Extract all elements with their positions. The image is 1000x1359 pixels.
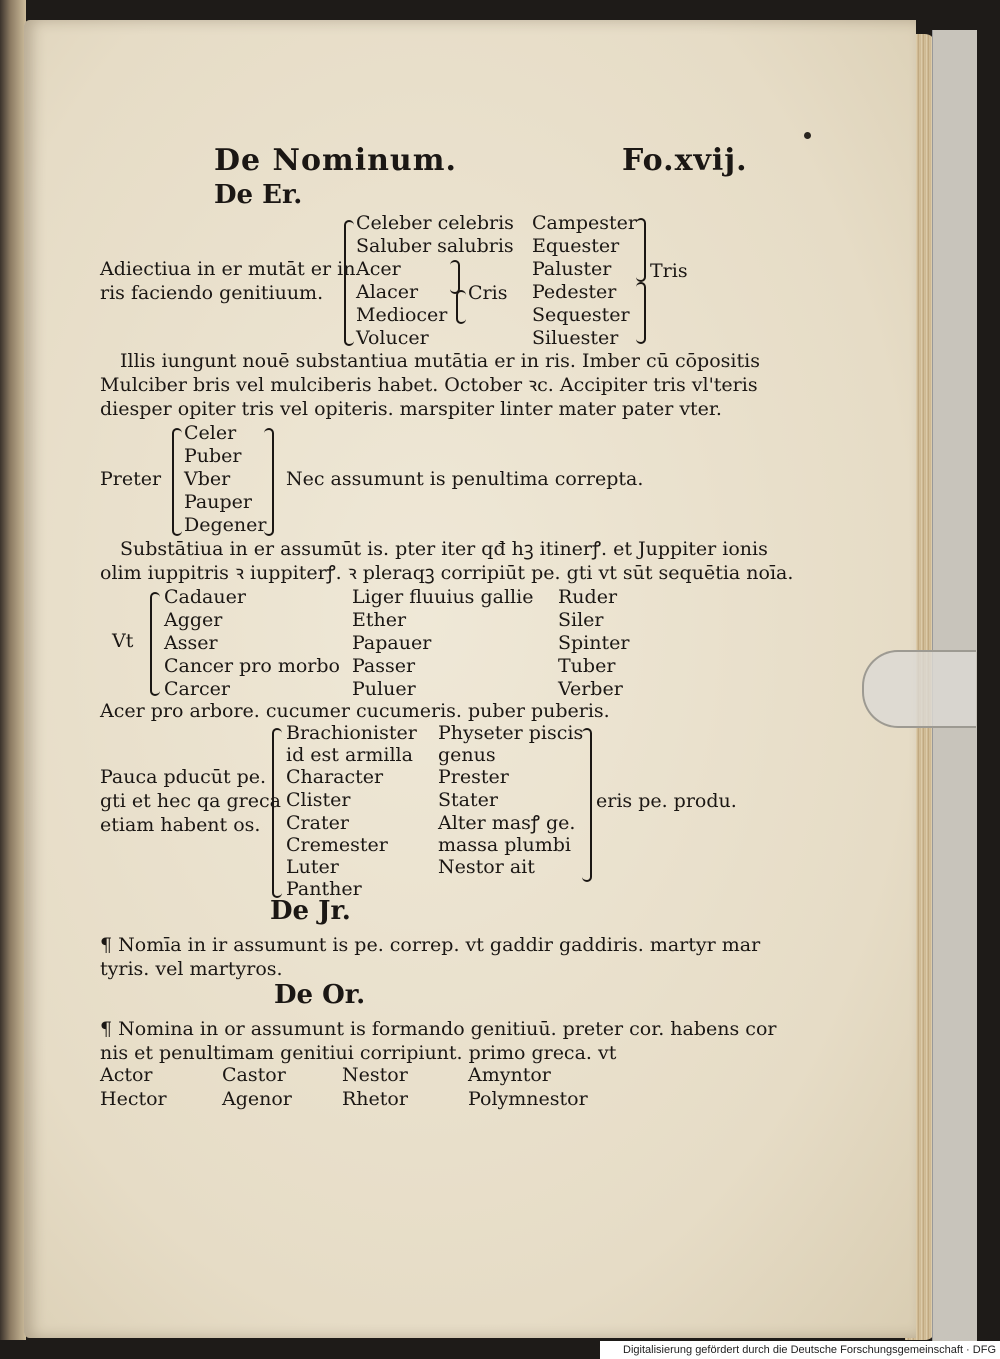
list-item: Amyntor <box>468 1064 551 1086</box>
right-brace <box>450 260 460 294</box>
tris-label: Tris <box>650 260 688 282</box>
bookmark-clip <box>862 650 976 728</box>
list-item: Sequester <box>532 304 630 326</box>
list-item: Alter masꝭ ge. <box>438 812 576 834</box>
pauca-intro-line2: gti et hec qa greca <box>100 790 281 812</box>
folio-number: Fo.xvij. <box>622 143 748 178</box>
list-item: Hector <box>100 1088 167 1110</box>
adjectiva-intro-line1: Adiectiua in er mutāt er in <box>100 258 356 280</box>
heading-de-or: De Or. <box>274 980 366 1010</box>
pauca-intro-line3: etiam habent os. <box>100 814 261 836</box>
list-item: Nestor <box>342 1064 408 1086</box>
list-item: Cancer pro morbo <box>164 655 340 677</box>
list-item: Cadauer <box>164 586 246 608</box>
list-item: Pedester <box>532 281 617 303</box>
left-brace <box>172 428 182 536</box>
list-item: Passer <box>352 655 416 677</box>
left-brace <box>344 220 354 346</box>
list-item: Ruder <box>558 586 618 608</box>
text-line: tyris. vel martyros. <box>100 958 283 980</box>
text-line: olim iuppitris ꝛ iuppiterꝭ. ꝛ pleraqꝫ corripiūt pe. gti vt sūt sequētia noīa. <box>100 562 794 584</box>
list-item: Agenor <box>222 1088 292 1110</box>
list-item: Panther <box>286 878 362 900</box>
list-item: Ether <box>352 609 407 631</box>
list-item: Actor <box>100 1064 153 1086</box>
list-item: Nestor ait <box>438 856 535 878</box>
text-line: diesper opiter tris vel opiteris. marspiter linter mater pater vter. <box>100 398 722 420</box>
list-item: Puber <box>184 445 242 467</box>
heading-de-er: De Er. <box>214 180 303 210</box>
list-item: Character <box>286 766 384 788</box>
right-brace <box>636 282 646 344</box>
text-line: Substātiua in er assumūt is. pter iter qđ hꝫ itinerꝭ. et Juppiter ionis <box>120 538 768 560</box>
list-item: Siler <box>558 609 604 631</box>
list-item: Stater <box>438 789 498 811</box>
right-brace <box>582 728 592 882</box>
left-brace <box>150 592 160 696</box>
list-item: Degener <box>184 514 267 536</box>
list-item: Volucer <box>356 327 429 349</box>
list-item: Brachionister <box>286 722 417 744</box>
vt-label: Vt <box>112 630 134 652</box>
list-item: Luter <box>286 856 339 878</box>
text-line: nis et penultimam genitiui corripiunt. primo greca. vt <box>100 1042 617 1064</box>
list-item: Celeber celebris <box>356 212 514 234</box>
list-item: Spinter <box>558 632 630 654</box>
list-item: Castor <box>222 1064 286 1086</box>
list-item: Mediocer <box>356 304 448 326</box>
right-brace <box>264 428 274 536</box>
list-item: Papauer <box>352 632 432 654</box>
list-item: Prester <box>438 766 509 788</box>
list-item: Liger fluuius gallie <box>352 586 534 608</box>
list-item: Agger <box>164 609 223 631</box>
pauca-intro-line1: Pauca pducūt pe. <box>100 766 267 788</box>
list-item: Saluber salubris <box>356 235 514 257</box>
list-item: genus <box>438 744 496 766</box>
book-page <box>24 20 916 1338</box>
cris-label: Cris <box>468 282 508 304</box>
right-brace <box>636 218 646 282</box>
list-item: Siluester <box>532 327 619 349</box>
list-item: id est armilla <box>286 744 413 766</box>
list-item: Acer <box>356 258 401 280</box>
list-item: Paluster <box>532 258 612 280</box>
list-item: Verber <box>558 678 623 700</box>
list-item: Cremester <box>286 834 388 856</box>
footer-credit: Digitalisierung gefördert durch die Deutsche Forschungsgemeinschaft · DFG <box>600 1341 1000 1359</box>
list-item: Physeter piscis <box>438 722 584 744</box>
book-spine-edge <box>0 0 26 1340</box>
ink-spot <box>804 132 811 139</box>
list-item: Asser <box>164 632 218 654</box>
list-item: Alacer <box>356 281 419 303</box>
heading-de-ir: De Jr. <box>270 896 351 926</box>
list-item: Crater <box>286 812 349 834</box>
preter-note: Nec assumunt is penultima correpta. <box>286 468 644 490</box>
text-line: ¶ Nomīa in ir assumunt is pe. correp. vt gaddir gaddiris. martyr mar <box>100 934 761 956</box>
acer-line: Acer pro arbore. cucumer cucumeris. puber puberis. <box>100 700 610 722</box>
list-item: Tuber <box>558 655 616 677</box>
list-item: Rhetor <box>342 1088 408 1110</box>
preter-label: Preter <box>100 468 162 490</box>
list-item: Puluer <box>352 678 416 700</box>
text-line: ¶ Nomina in or assumunt is formando genitiuū. preter cor. habens cor <box>100 1018 777 1040</box>
left-brace <box>456 290 466 324</box>
list-item: massa plumbi <box>438 834 571 856</box>
list-item: Equester <box>532 235 620 257</box>
list-item: Clister <box>286 789 351 811</box>
left-brace <box>272 728 282 898</box>
running-header: De Nominum. <box>214 143 457 178</box>
text-line: Illis iungunt nouē substantiua mutātia er in ris. Imber cū cōpositis <box>120 350 760 372</box>
text-line: Mulciber bris vel mulciberis habet. October ꝛc. Accipiter tris vl'teris <box>100 374 758 396</box>
list-item: Pauper <box>184 491 252 513</box>
list-item: Celer <box>184 422 237 444</box>
list-item: Polymnestor <box>468 1088 588 1110</box>
adjectiva-intro-line2: ris faciendo genitiuum. <box>100 282 324 304</box>
list-item: Campester <box>532 212 638 234</box>
pauca-note: eris pe. produ. <box>596 790 737 812</box>
list-item: Carcer <box>164 678 230 700</box>
list-item: Vber <box>184 468 231 490</box>
